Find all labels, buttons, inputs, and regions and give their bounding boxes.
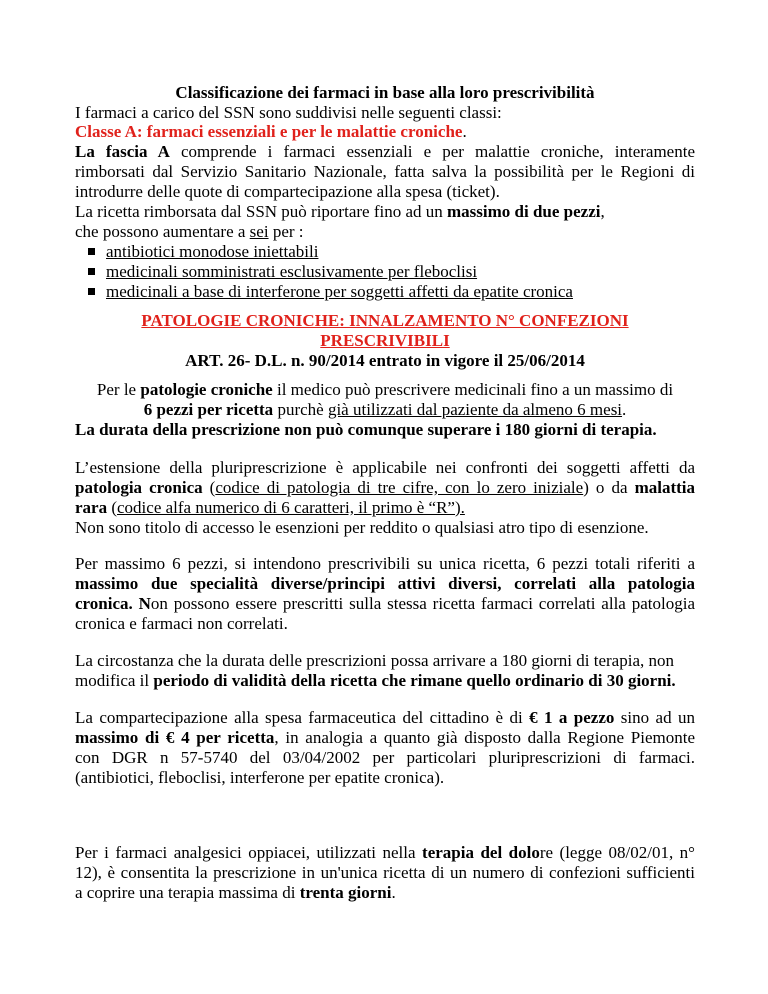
classe-a-heading: Classe A: farmaci essenziali e per le malattie croniche. — [75, 122, 467, 141]
ricetta-line-1: La ricetta rimborsata dal SSN può riportare fino ad un massimo di due pezzi, — [75, 202, 605, 221]
patologie-p2-line-2: patologia cronica (codice di patologia di tre cifre, con lo zero iniziale) o da malattia — [75, 478, 695, 497]
patologie-p3-line-1: Per massimo 6 pezzi, si intendono prescrivibili su unica ricetta, 6 pezzi totali riferiti a — [75, 554, 695, 573]
patologie-heading-2: PRESCRIVIBILI — [320, 331, 450, 350]
intro-line: I farmaci a carico del SSN sono suddivisi nelle seguenti classi: — [75, 103, 502, 122]
patologie-p3-line-2: massimo due specialità diverse/principi attivi diversi, correlati alla patologia — [75, 574, 695, 593]
patologie-p5-line-1: La compartecipazione alla spesa farmaceutica del cittadino è di € 1 a pezzo sino ad un — [75, 708, 696, 727]
patologie-p5-line-2: massimo di € 4 per ricetta, in analogia a quanto già disposto dalla Regione Piemonte — [75, 728, 696, 747]
document-title: Classificazione dei farmaci in base alla loro prescrivibilità — [175, 83, 595, 102]
patologie-p4-line-2: modifica il periodo di validità della ricetta che rimane quello ordinario di 30 giorni. — [75, 671, 676, 690]
patologie-heading-1: PATOLOGIE CRONICHE: INNALZAMENTO N° CONFEZIONI — [141, 311, 629, 330]
patologie-p1-line-1: Per le patologie croniche il medico può prescrivere medicinali fino a un massimo di — [96, 380, 674, 399]
patologie-p2-line-3: rara (codice alfa numerico di 6 caratteri, il primo è “R”). — [75, 498, 465, 517]
list-item: antibiotici monodose iniettabili — [88, 242, 318, 262]
oppiacei-line-1: Per i farmaci analgesici oppiacei, utilizzati nella terapia del dolore (legge 08/02/01, n° — [75, 843, 695, 862]
list-item: medicinali a base di interferone per soggetti affetti da epatite cronica — [88, 282, 573, 302]
square-bullet-icon — [88, 268, 95, 275]
square-bullet-icon — [88, 288, 95, 295]
square-bullet-icon — [88, 248, 95, 255]
patologie-p5-line-3: con DGR n 57-5740 del 03/04/2002 per particolari pluriprescrizioni di farmaci. — [75, 748, 695, 767]
patologie-p2-line-4: Non sono titolo di accesso le esenzioni per reddito o qualsiasi atro tipo di esenzione. — [75, 518, 649, 537]
fascia-a-line-2: rimborsati dal Servizio Sanitario Nazionale, fatta salva la possibilità per le Regioni di — [75, 162, 695, 181]
patologie-p1-line-2: 6 pezzi per ricetta purchè già utilizzati dal paziente da almeno 6 mesi. — [143, 400, 627, 419]
ricetta-line-2: che possono aumentare a sei per : — [75, 222, 304, 241]
oppiacei-line-2: 12), è consentita la prescrizione in un'unica ricetta di un numero di confezioni sufficienti — [75, 863, 695, 882]
fascia-a-line-3: introdurre delle quote di compartecipazione alla spesa (ticket). — [75, 182, 500, 201]
fascia-a-line-1: La fascia A comprende i farmaci essenziali e per malattie croniche, interamente — [75, 142, 695, 161]
patologie-p4-line-1: La circostanza che la durata delle prescrizioni possa arrivare a 180 giorni di terapia, non — [75, 651, 674, 670]
list-item: medicinali somministrati esclusivamente per fleboclisi — [88, 262, 477, 282]
patologie-p5-line-4: (antibiotici, fleboclisi, interferone per epatite cronica). — [75, 768, 445, 787]
article-subheading: ART. 26- D.L. n. 90/2014 entrato in vigore il 25/06/2014 — [185, 351, 585, 370]
patologie-p1-line-3: La durata della prescrizione non può comunque superare i 180 giorni di terapia. — [75, 420, 657, 439]
oppiacei-line-3: a coprire una terapia massima di trenta giorni. — [75, 883, 396, 902]
patologie-p3-line-4: cronica e farmaci non correlati. — [75, 614, 288, 633]
patologie-p3-line-3: cronica. Non possono essere prescritti sulla stessa ricetta farmaci correlati alla patologia — [75, 594, 695, 613]
patologie-p2-line-1: L’estensione della pluriprescrizione è applicabile nei confronti dei soggetti affetti da — [75, 458, 695, 477]
